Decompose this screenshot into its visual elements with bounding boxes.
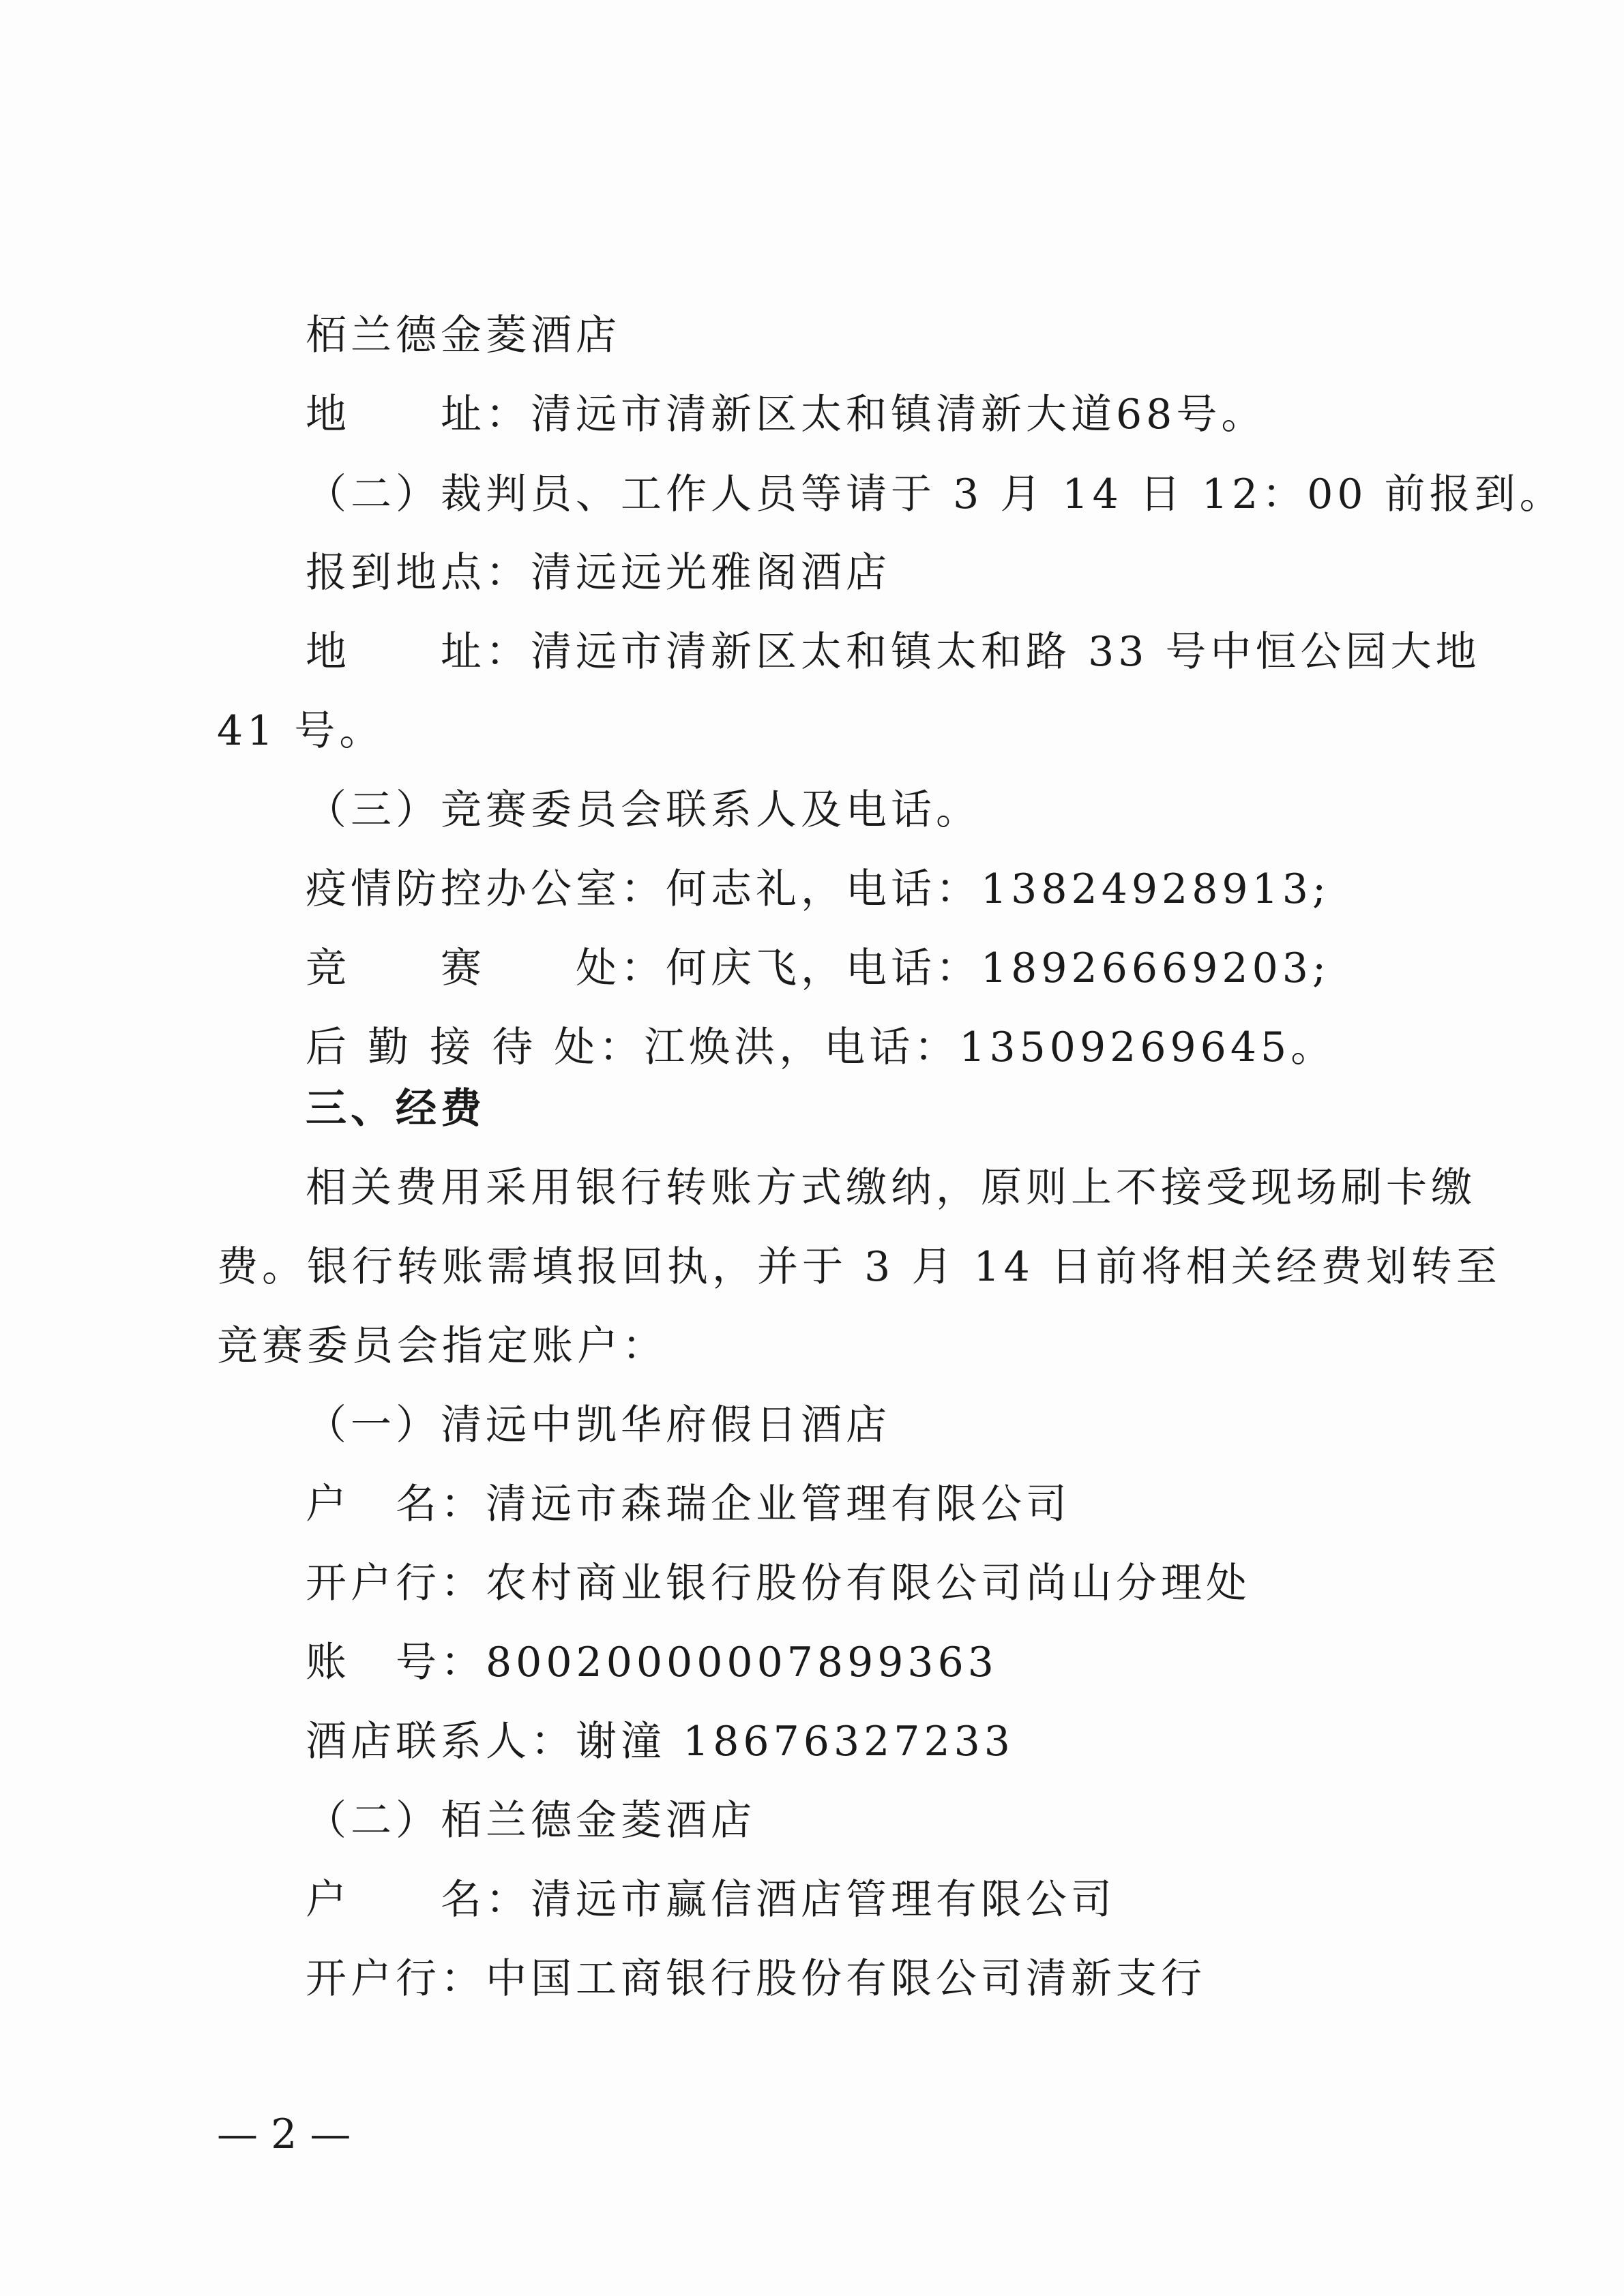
text-line-address-2-cont: 41 号。 bbox=[217, 707, 385, 755]
text-line-contacts-heading: （三）竞赛委员会联系人及电话。 bbox=[306, 786, 981, 834]
text-line-fees-3: 竞赛委员会指定账户： bbox=[217, 1322, 667, 1370]
text-line-referee-report: （二）裁判员、工作人员等请于 3 月 14 日 12：00 前报到。 bbox=[306, 471, 1565, 518]
text-line-account-1-name: 户 名：清远市森瑞企业管理有限公司 bbox=[306, 1480, 1071, 1528]
text-line-contact-logistics: 后 勤 接 待 处：江焕洪，电话：13509269645。 bbox=[306, 1024, 1336, 1071]
text-line-account-2-name: 户 名：清远市赢信酒店管理有限公司 bbox=[306, 1876, 1116, 1924]
text-line-fees-2: 费。银行转账需填报回执，并于 3 月 14 日前将相关经费划转至 bbox=[217, 1243, 1501, 1291]
text-line-account-2-bank: 开户行：中国工商银行股份有限公司清新支行 bbox=[306, 1955, 1206, 2003]
text-line-address-2: 地 址：清远市清新区太和镇太和路 33 号中恒公园大地 bbox=[306, 628, 1481, 676]
text-line-account-2-heading: （二）栢兰德金菱酒店 bbox=[306, 1797, 756, 1845]
page-number: — 2 — bbox=[217, 2111, 351, 2158]
text-line-account-1-bank: 开户行：农村商业银行股份有限公司尚山分理处 bbox=[306, 1560, 1251, 1607]
text-line-account-1-heading: （一）清远中凯华府假日酒店 bbox=[306, 1401, 891, 1449]
text-line-report-location: 报到地点：清远远光雅阁酒店 bbox=[306, 549, 891, 597]
text-line-contact-competition: 竞 赛 处：何庆飞，电话：18926669203; bbox=[306, 944, 1331, 992]
text-line-fees-1: 相关费用采用银行转账方式缴纳，原则上不接受现场刷卡缴 bbox=[306, 1164, 1476, 1212]
text-line-contact-epidemic: 疫情防控办公室：何志礼，电话：13824928913; bbox=[306, 865, 1331, 913]
text-line-account-1-number: 账 号：80020000007899363 bbox=[306, 1639, 998, 1686]
text-line-account-1-contact: 酒店联系人：谢潼 18676327233 bbox=[306, 1718, 1014, 1765]
text-line-address-1: 地 址：清远市清新区太和镇清新大道68号。 bbox=[306, 391, 1267, 438]
section-heading-fees: 三、经费 bbox=[306, 1085, 486, 1133]
text-line-hotel-name: 栢兰德金菱酒店 bbox=[306, 312, 621, 359]
